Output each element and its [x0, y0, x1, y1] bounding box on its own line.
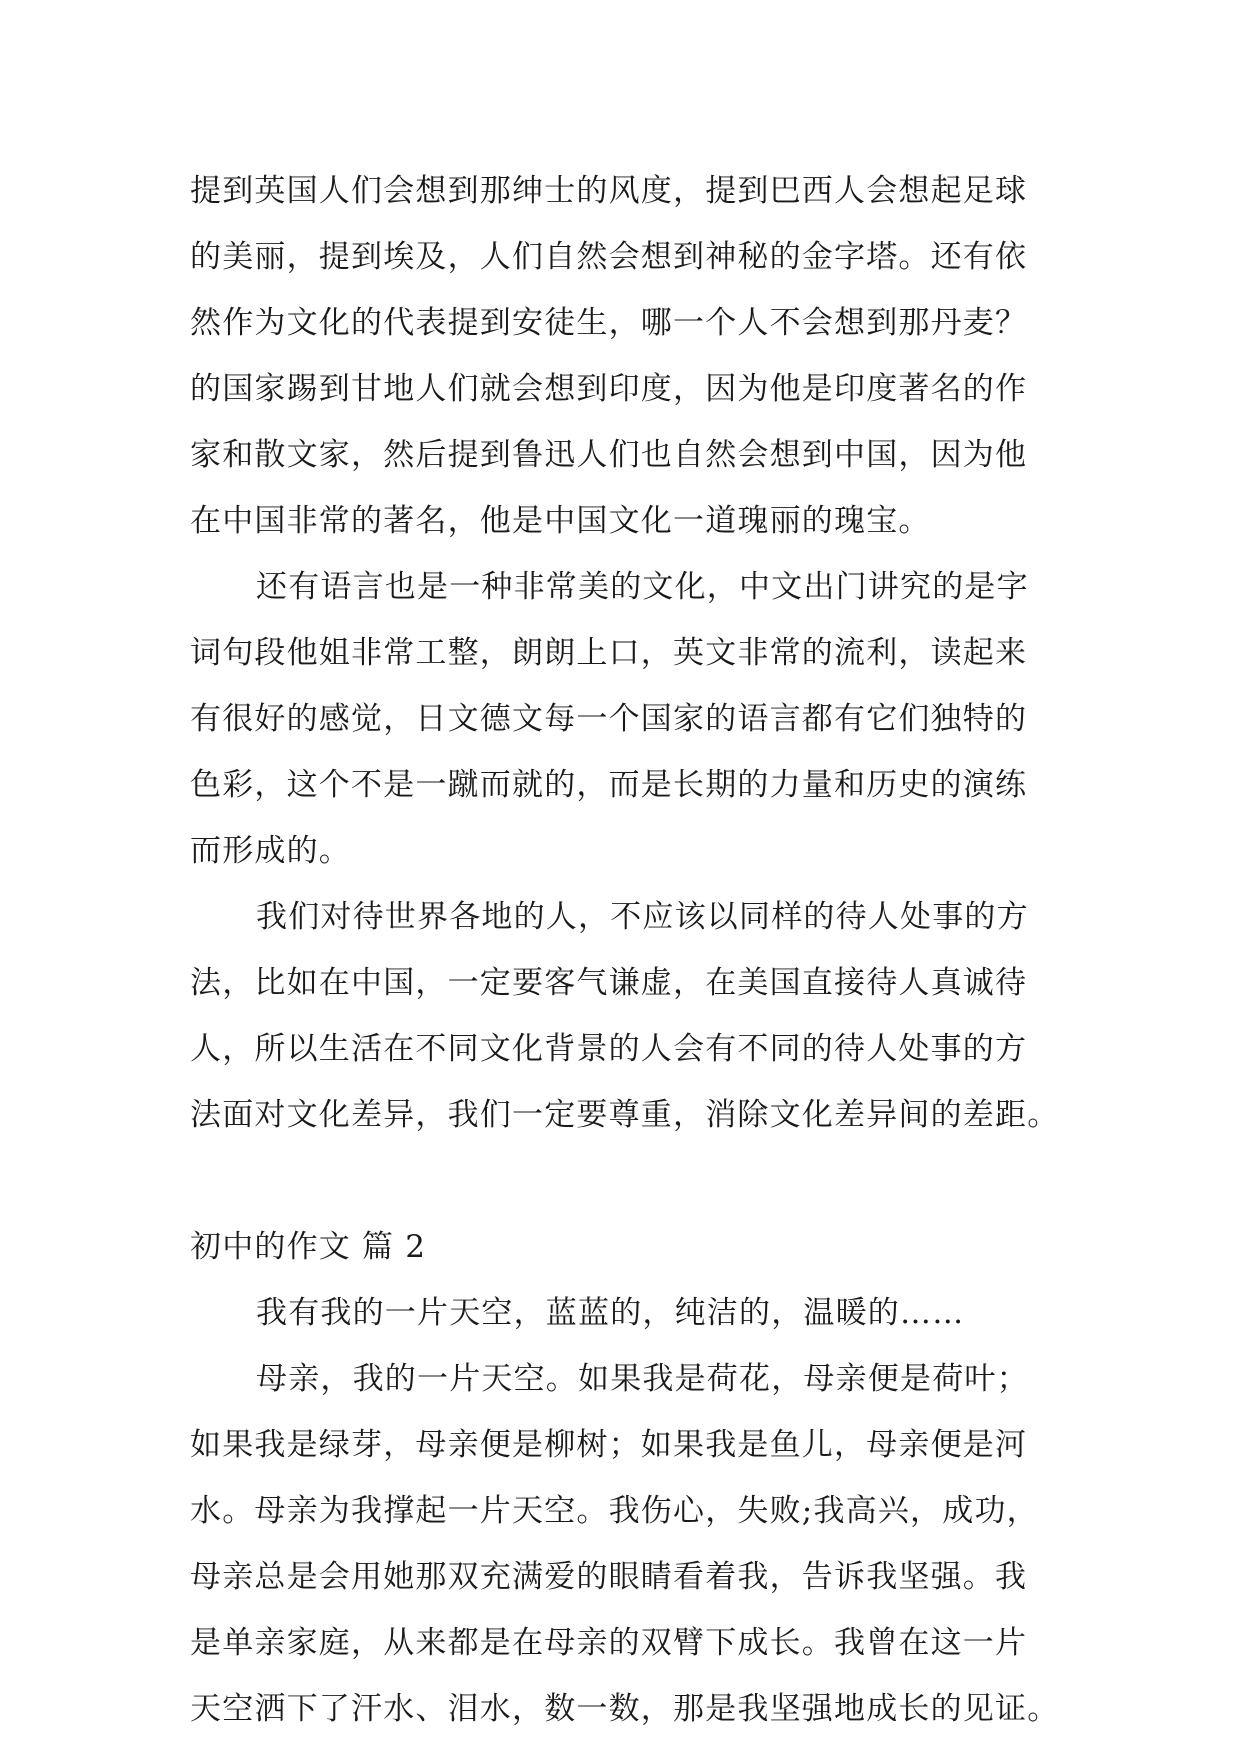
text-line: 母亲总是会用她那双充满爱的眼睛看着我，告诉我坚强。我 [190, 1559, 1028, 1595]
text-line: 在中国非常的著名，他是中国文化一道瑰丽的瑰宝。 [190, 503, 931, 539]
document-body [190, 158, 1070, 1742]
text-line: 然作为文化的代表提到安徒生，哪一个人不会想到那丹麦？ [190, 305, 1028, 341]
text-line: 词句段他姐非常工整，朗朗上口，英文非常的流利，读起来 [190, 635, 1028, 671]
text-line: 母亲，我的一片天空。如果我是荷花，母亲便是荷叶； [256, 1361, 1029, 1397]
paragraph [190, 1346, 1070, 1742]
text-line: 家和散文家，然后提到鲁迅人们也自然会想到中国，因为他 [190, 437, 1028, 473]
text-line: 我有我的一片天空，蓝蓝的，纯洁的，温暖的…… [256, 1295, 965, 1331]
text-line: 人，所以生活在不同文化背景的人会有不同的待人处事的方 [190, 1031, 1028, 1067]
text-line: 是单亲家庭，从来都是在母亲的双臂下成长。我曾在这一片 [190, 1625, 1028, 1661]
text-line: 天空洒下了汗水、泪水，数一数，那是我坚强地成长的见证。 [190, 1691, 1060, 1727]
paragraph [190, 158, 1070, 554]
text-line: 的国家踢到甘地人们就会想到印度，因为他是印度著名的作 [190, 371, 1028, 407]
text-line: 水。母亲为我撑起一片天空。我伤心，失败;我高兴，成功， [190, 1493, 1039, 1529]
paragraph [190, 884, 1070, 1148]
text-line: 法面对文化差异，我们一定要尊重，消除文化差异间的差距。 [190, 1097, 1060, 1133]
section-heading: 初中的作文 篇 2 [190, 1229, 427, 1265]
text-line: 有很好的感觉，日文德文每一个国家的语言都有它们独特的 [190, 701, 1028, 737]
text-line: 法，比如在中国，一定要客气谦虚，在美国直接待人真诚待 [190, 965, 1028, 1001]
text-line: 而形成的。 [190, 833, 351, 869]
blank-line [190, 1148, 1070, 1214]
text-line: 如果我是绿芽，母亲便是柳树；如果我是鱼儿，母亲便是河 [190, 1427, 1028, 1463]
text-line: 我们对待世界各地的人，不应该以同样的待人处事的方 [256, 899, 1029, 935]
paragraph [190, 1280, 1070, 1346]
text-line: 的美丽，提到埃及，人们自然会想到神秘的金字塔。还有依 [190, 239, 1028, 275]
text-line: 提到英国人们会想到那绅士的风度，提到巴西人会想起足球 [190, 173, 1028, 209]
paragraph [190, 554, 1070, 884]
text-line: 还有语言也是一种非常美的文化，中文出门讲究的是字 [256, 569, 1029, 605]
text-line: 色彩，这个不是一蹴而就的，而是长期的力量和历史的演练 [190, 767, 1028, 803]
